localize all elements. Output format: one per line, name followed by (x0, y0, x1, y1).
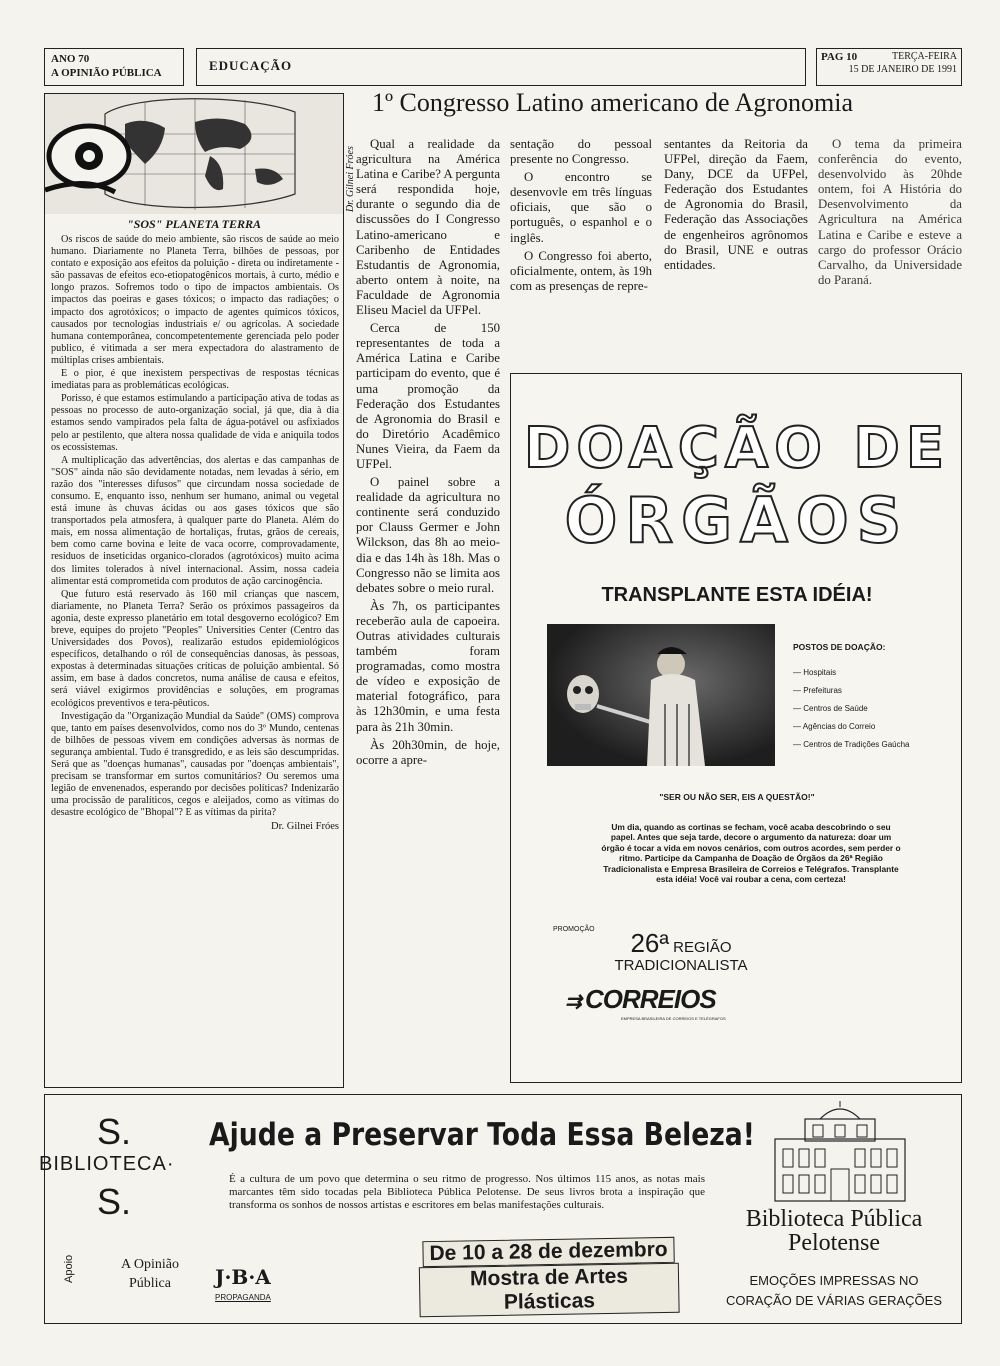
article-paragraph: Cerca de 150 representantes de toda a América Latina e Caribe participam do evento, que é uma promoção da Federação dos Estudantes de Agronomia do Brasil e do Diretório Acadêmico Nunes Vieira, da Faem da UFPel. (356, 321, 500, 471)
page-number: PAG 10 (821, 51, 858, 63)
postos-item: — Hospitais (793, 668, 837, 677)
sos-body (51, 234, 339, 833)
organ-donation-ad (510, 373, 962, 1083)
sos-paragraph: E o pior, é que inexistem perspectivas de respostas técnicas imediatas para as problemáticas ecológicas. (51, 368, 339, 392)
biblioteca-word: BIBLIOTECA· (39, 1153, 175, 1175)
article-column-4 (818, 137, 962, 291)
sos-paragraph: Porisso, é que estamos estimulando a participação ativa de todas as pessoas no processo de auto-organização social, já que, dia à dia estamos sendo vampirados pela falta de água-potável ou asfixiados pelo ar pestilento, que altera nossa qualidade de vida e aniquila todos os ecossistemas. (51, 393, 339, 453)
correios-name: CORREIOS (585, 984, 716, 1014)
weekday: TERÇA-FEIRA (892, 51, 957, 62)
regiao-number: 26ª (630, 928, 669, 958)
article-column-3 (664, 137, 808, 276)
correios-subtitle: EMPRESA BRASILEIRA DE CORREIOS E TELÉGRAFOS (621, 1016, 726, 1021)
biblioteca-ad (39, 1094, 962, 1324)
postos-item: — Prefeituras (793, 686, 842, 695)
paper-name: A OPINIÃO PÚBLICA (51, 67, 162, 79)
aop-line2: Pública (128, 1276, 171, 1291)
sos-letter-bottom: S. (97, 1181, 132, 1222)
article-paragraph: sentantes da Reitoria da UFPel, direção da Faem, Dany, DCE da UFPel, Federação dos Estudantes de Agronomia do Brasil, Federação das Associações de engenheiros agrônomos do Brasil, UNE e outras entidades. (664, 137, 808, 272)
emo-line1: EMOÇÕES IMPRESSAS NO (749, 1273, 919, 1288)
promo-label: PROMOÇÃO (553, 926, 595, 933)
postos-item: — Centros de Tradições Gaúcha (793, 740, 910, 749)
regiao-word: REGIÃO (673, 939, 732, 956)
sos-signature: Dr. Gilnei Fróes (271, 820, 339, 832)
apoio-label: Apoio (63, 1254, 75, 1283)
ad-subtitle: TRANSPLANTE ESTA IDÉIA! (601, 584, 873, 606)
sos-paragraph: Os riscos de saúde do meio ambiente, são riscos de saúde ao meio humano. Diariamente no Planeta Terra, bilhões de pessoas, por contato e exposição aos efeitos da poluição - direta ou indiretamente - são passavas de efeitos eco-etiopatogênicos mortais, à curto, médio e longo prazos. Sofremos todo o tipo de impactos ambientais. Os impactos das poeiras e gases tóxicos; o impacto das radiações; o impacto dos agrotóxicos; o impacto de agentes químicos tóxicos, causados por tecnologias industriais e/ ou agrícolas. A sociedade humana contemporânea, concompetentemente gerenciada pelo poder publico, é vitimada a ser mera expectadora do alastramento de múltiplas crises ambientais. (51, 234, 339, 366)
article-column-2 (510, 137, 652, 297)
article-paragraph: Às 20h30min, de hoje, ocorre a apre- (356, 737, 500, 767)
section-header (196, 48, 806, 86)
article-paragraph: O Congresso foi aberto, oficialmente, ontem, às 19h com as presenças de repre- (510, 248, 652, 293)
hamlet-photo (547, 624, 775, 766)
article-paragraph: Qual a realidade da agricultura na América Latina e Caribe? A pergunta será respondida hoje, durante o segundo dia de discussões do I Congresso Latino-americano e Caribenho de Entidades Estudantis de Agronomia, aberto ontem à noite, na Faculdade de Agronomia Eliseu Maciel da UFPel. (356, 137, 500, 318)
emo-line2: CORAÇÃO DE VÁRIAS GERAÇÕES (726, 1293, 942, 1308)
article-title: 1º Congresso Latino americano de Agronomia (372, 88, 853, 117)
emocoes-tagline (709, 1271, 959, 1311)
vertical-signature: Dr. Gilnei Fróes (345, 146, 356, 212)
postos-header: POSTOS DE DOAÇÃO: (793, 642, 886, 652)
world-map-logo (45, 94, 343, 214)
actor-with-skull-image (547, 624, 775, 766)
mostra-line2: Mostra de Artes Plásticas (419, 1263, 680, 1318)
postos-item: — Agências do Correio (793, 722, 876, 731)
header-edition-box (44, 48, 184, 86)
article-paragraph: Às 7h, os participantes receberão aula de capoeira. Outras atividades culturais também foram programadas, como mostra de vídeo e exposição de material fotográfico, para às 12h30min, e uma festa para às 21h 30min. (356, 598, 500, 734)
bp-line2: Pelotense (788, 1230, 880, 1256)
sos-paragraph: A multiplicação das advertências, dos alertas e das campanhas de "SOS" ainda não são devidamente notadas, nem levadas à sério, em razão dos "interesses difusos" que circundam nossa sociedade de consumo. E, enquanto isso, nenhum ser humano, animal ou vegetal está imune às chuvas ácidas ou aos gases tóxicos que são transportados pela atmosfera, à qualquer parte do Planeta. Além do mais, em nossa alimentação de hortaliças, frutas, grãos de cereais, bem como carne bovina e leite de vaca ocorre, comprovadamente, resíduos de inseticidas organico-clorados (agrotóxicos) muito acima dos limites tolerados à nível internacional. Assim, nossa cadeia alimentar está comprometida com produtos de ação carcinogência. (51, 454, 339, 587)
library-building-icon (765, 1099, 915, 1204)
aop-logo (121, 1255, 179, 1293)
article-paragraph: O encontro se desenvovle em três línguas oficiais, que são o português, o espanhol e o inglês. (510, 170, 652, 245)
regiao-line2: TRADICIONALISTA (614, 957, 748, 974)
postos-item: — Centros de Saúde (793, 704, 868, 713)
sos-title: "SOS" PLANETA TERRA (126, 217, 262, 231)
ad-title-line1: DOAÇÃO DE (523, 416, 951, 481)
article-paragraph: O tema da primeira conferência do evento, desenvolvido às 20hde ontem, foi A História do Desenvolvimento da Agricultura na América Latina e Caribe e esteve a cargo do professor Orácio Carvalho, da Universidade do Paraná. (818, 137, 962, 287)
sos-column (44, 93, 356, 1088)
aop-line1: A Opinião (121, 1257, 179, 1272)
article-column-1 (356, 137, 500, 771)
ad-body-text: Um dia, quando as cortinas se fecham, você acaba descobrindo o seu papel. Antes que seja tarde, decore o argumento da natureza: doar um órgão é tocar a vida em novos cenários, com outros acordes, sem perder o ritmo. Participe da Campanha de Doação de Órgãos da 26ª Região Tradicionalista e Empresa Brasileira de Correios e Telégrafos. Transplante esta idéia! Você vai roubar a cena, com certeza! (601, 822, 901, 885)
section-title: EDUCAÇÃO (209, 58, 293, 73)
regiao-tradicionalista (591, 928, 771, 975)
bottom-text: É a cultura de um povo que determina o seu ritmo de progresso. Nos últimos 115 anos, as notas mais marcantes têm sido tocadas pela Biblioteca Pública Pelotense. De seus livros brota a inspiração que transforma os sonhos de nossos artistas e escritores em belas manifestações culturais. (229, 1173, 705, 1211)
ad-title-line2: ÓRGÃOS (564, 484, 910, 557)
ad-quote: "SER OU NÃO SER, EIS A QUESTÃO!" (659, 792, 815, 802)
jba-subtitle: PROPAGANDA (215, 1293, 271, 1302)
article-paragraph: sentação do pessoal presente no Congresso. (510, 137, 652, 167)
mostra-line1: De 10 a 28 de dezembro (422, 1237, 675, 1267)
globe-eye-icon (45, 94, 343, 214)
issue-date: 15 DE JANEIRO DE 1991 (848, 64, 957, 75)
article-paragraph: O painel sobre a realidade da agricultura no continente será conduzido por Clauss Germer e John Wilckson, das 8h ao meio-dia e das 14h às 18h. Mas o Congresso não se limita aos debates sobre o meio rural. (356, 475, 500, 595)
header-page-box (816, 48, 962, 86)
sos-paragraph: Investigação da "Organização Mundial da Saúde" (OMS) comprova que, tanto em países desenvolvidos, como nos do 3º Mundo, centenas de bilhões de pessoas vivem em condições adversas às normas de segurança ambiental. Tudo é transgredido, e as leis são descumpridas. Será que as "doenças humanas", causadas por "doenças ambientais", precisam se transformar em surtos comunitários? Ou seremos uma legião de envenenados, esperando por decisões políticas? Indenizarão uma procissão de paralíticos, cegos e aleijados, como as vítimas do desastre ecológico de "Bhopal"? E as vítimas da pirita? (51, 710, 339, 819)
jba-logo: J·B·A (215, 1265, 271, 1289)
correios-logo (565, 984, 716, 1015)
sos-letter-top: S. (97, 1111, 132, 1152)
edition-label: ANO 70 (51, 53, 90, 65)
sos-paragraph: Que futuro está reservado às 160 mil crianças que nascem, diariamente, no Planeta Terra? Serão os próximos passageiros da agonia, deste expresso planetário em total desgoverno ecológico? Em breve, equipes do projeto "Peoples" Universities Center (Centro das Universidades dos Povos), realizarão estudos epidemiológicos específicos, detalhando o ról de consequências danosas, às pessoas, expostas à determinadas situações críticas de poluição ambiental. Só assim, em base à dados concretos, numa análise de causa e efeitos, será viável exigirmos providências e soluções, em programas ecológicos preventivos e tera-pêuticos. (51, 588, 339, 709)
mostra-banner (418, 1237, 679, 1318)
biblioteca-name (709, 1207, 959, 1255)
donation-points (793, 642, 953, 758)
bottom-slogan: Ajude a Preservar Toda Essa Beleza! (209, 1117, 755, 1153)
bp-line1: Biblioteca Pública (745, 1206, 923, 1232)
correios-arrow-icon: ⇉ (565, 991, 579, 1013)
